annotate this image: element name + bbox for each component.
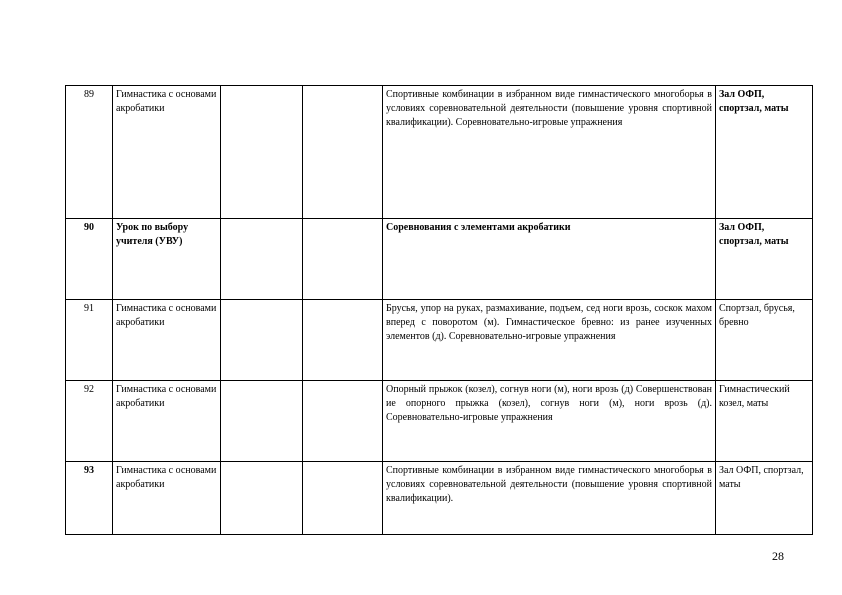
table-row: [66, 219, 813, 300]
lesson-topic: Урок по выбору учителя (УВУ): [113, 219, 221, 300]
table-row: [66, 462, 813, 535]
lesson-number: 92: [66, 381, 113, 462]
lesson-equipment: Спортзал, брусья, бревно: [716, 300, 813, 381]
empty-cell: [221, 86, 303, 219]
lesson-equipment: Зал ОФП, спортзал, маты: [716, 462, 813, 535]
page-number: 28: [772, 549, 784, 563]
lesson-number: 91: [66, 300, 113, 381]
lesson-topic: Гимнастика с основами акробатики: [113, 462, 221, 535]
lesson-topic: Гимнастика с основами акробатики: [113, 300, 221, 381]
lesson-equipment: Зал ОФП, спортзал, маты: [716, 219, 813, 300]
lesson-content: Спортивные комбинации в избранном виде гимнастического многоборья в условиях соревновательной деятельности (повышение уровня спортивной квалификации). Соревновательно-игровые упражнения: [383, 86, 716, 219]
empty-cell: [221, 462, 303, 535]
empty-cell: [303, 219, 383, 300]
lesson-equipment: Зал ОФП, спортзал, маты: [716, 86, 813, 219]
lesson-number: 89: [66, 86, 113, 219]
lesson-content: Опорный прыжок (козел), согнув ноги (м), ноги врозь (д) Совершенствован ие опорного прыжка (козел), согнув ноги (м), ноги врозь (д). Соревновательно-игровые упражнения: [383, 381, 716, 462]
empty-cell: [221, 219, 303, 300]
empty-cell: [221, 300, 303, 381]
lesson-content: Брусья, упор на руках, размахивание, подъем, сед ноги врозь, соскок махом вперед с поворотом (м). Гимнастическое бревно: из ранее изученных элементов (д). Соревновательно-игровые упражнения: [383, 300, 716, 381]
empty-cell: [303, 462, 383, 535]
table-row: [66, 86, 813, 219]
lesson-equipment: Гимнастический козел, маты: [716, 381, 813, 462]
table-row: [66, 300, 813, 381]
empty-cell: [221, 381, 303, 462]
lesson-content: Соревнования с элементами акробатики: [383, 219, 716, 300]
empty-cell: [303, 300, 383, 381]
lesson-topic: Гимнастика с основами акробатики: [113, 381, 221, 462]
lesson-number: 93: [66, 462, 113, 535]
lesson-plan-table: [65, 85, 813, 535]
empty-cell: [303, 86, 383, 219]
lesson-number: 90: [66, 219, 113, 300]
empty-cell: [303, 381, 383, 462]
lesson-content: Спортивные комбинации в избранном виде гимнастического многоборья в условиях соревновательной деятельности (повышение уровня спортивной квалификации).: [383, 462, 716, 535]
lesson-topic: Гимнастика с основами акробатики: [113, 86, 221, 219]
table-row: [66, 381, 813, 462]
